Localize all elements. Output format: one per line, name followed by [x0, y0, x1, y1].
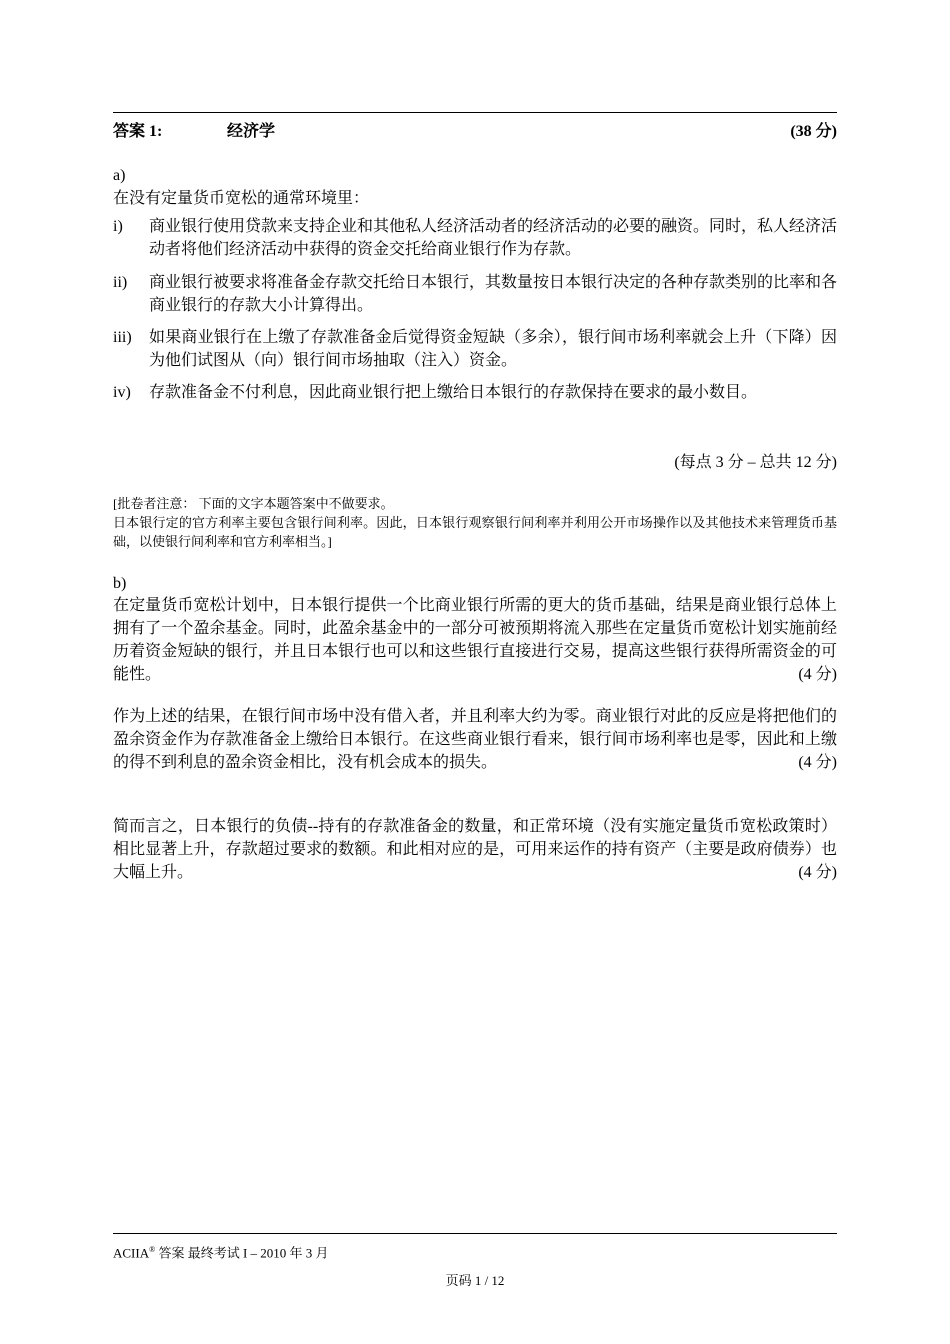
part-b-paragraph	[113, 594, 837, 686]
footer-document-info	[113, 1241, 329, 1262]
list-item-number: i)	[113, 218, 123, 235]
paragraph-text: 作为上述的结果，在银行间市场中没有借入者，并且利率大约为零。商业银行对此的反应是将把他们的盈余资金作为存款准备金上缴给日本银行。在这些商业银行看来，银行间市场利率也是零，因此和上缴的得不到利息的盈余资金相比，没有机会成本的损失。	[113, 708, 837, 771]
answer-label: 答案 1:	[113, 123, 163, 140]
list-item-text: 存款准备金不付利息，因此商业银行把上缴给日本银行的存款保持在要求的最小数目。	[149, 384, 758, 401]
list-item-number: ii)	[113, 274, 128, 291]
paragraph-marks: (4 分)	[798, 666, 837, 683]
paragraph-text: 简而言之，日本银行的负债--持有的存款准备金的数量，和正常环境（没有实施定量货币宽松政策时）相比显著上升，存款超过要求的数额。和此相对应的是，可用来运作的持有资产（主要是政府债券）也大幅上升。	[113, 818, 837, 881]
part-a-label: a)	[113, 167, 126, 184]
list-item-text: 商业银行使用贷款来支持企业和其他私人经济活动者的经济活动的必要的融资。同时，私人经济活动者将他们经济活动中获得的资金交托给商业银行作为存款。	[149, 218, 838, 258]
part-a-marks: (每点 3 分 – 总共 12 分)	[674, 454, 837, 471]
registered-mark: ®	[149, 1245, 156, 1254]
part-b-label: b)	[113, 575, 127, 592]
marker-note-line-2: 日本银行定的官方利率主要包含银行间利率。因此，日本银行观察银行间利率并利用公开市场操作以及其他技术来管理货币基础，以使银行间利率和官方利率相当。]	[113, 515, 837, 549]
paragraph-marks: (4 分)	[798, 754, 837, 771]
header-top-rule	[113, 112, 837, 113]
footer-rule	[113, 1233, 837, 1234]
list-item-text: 如果商业银行在上缴了存款准备金后觉得资金短缺（多余），银行间市场利率就会上升（下降）因为他们试图从（向）银行间市场抽取（注入）资金。	[149, 329, 837, 369]
paragraph-marks: (4 分)	[798, 864, 837, 881]
footer-doc: 答案 最终考试 I – 2010 年 3 月	[155, 1245, 329, 1261]
answer-header	[113, 118, 837, 140]
answer-total-marks: (38 分)	[790, 123, 837, 140]
answer-subject: 经济学	[227, 123, 276, 140]
list-item-number: iii)	[113, 329, 132, 346]
footer-org: ACIIA	[113, 1245, 150, 1261]
page-number: 页码 1 / 12	[445, 1273, 505, 1288]
part-b-paragraph	[113, 705, 837, 774]
marker-note-line-1: [批卷者注意： 下面的文字本题答案中不做要求。	[113, 496, 394, 511]
part-b-paragraph	[113, 815, 837, 884]
part-a-intro: 在没有定量货币宽松的通常环境里：	[113, 190, 370, 207]
list-item-text: 商业银行被要求将准备金存款交托给日本银行，其数量按日本银行决定的各种存款类别的比率和各商业银行的存款大小计算得出。	[149, 274, 838, 314]
list-item-number: iv)	[113, 384, 131, 401]
paragraph-text: 在定量货币宽松计划中，日本银行提供一个比商业银行所需的更大的货币基础，结果是商业银行总体上拥有了一个盈余基金。同时，此盈余基金中的一部分可被预期将流入那些在定量货币宽松计划实施前经历着资金短缺的银行，并且日本银行也可以和这些银行直接进行交易，提高这些银行获得所需资金的可能性。	[113, 597, 837, 683]
